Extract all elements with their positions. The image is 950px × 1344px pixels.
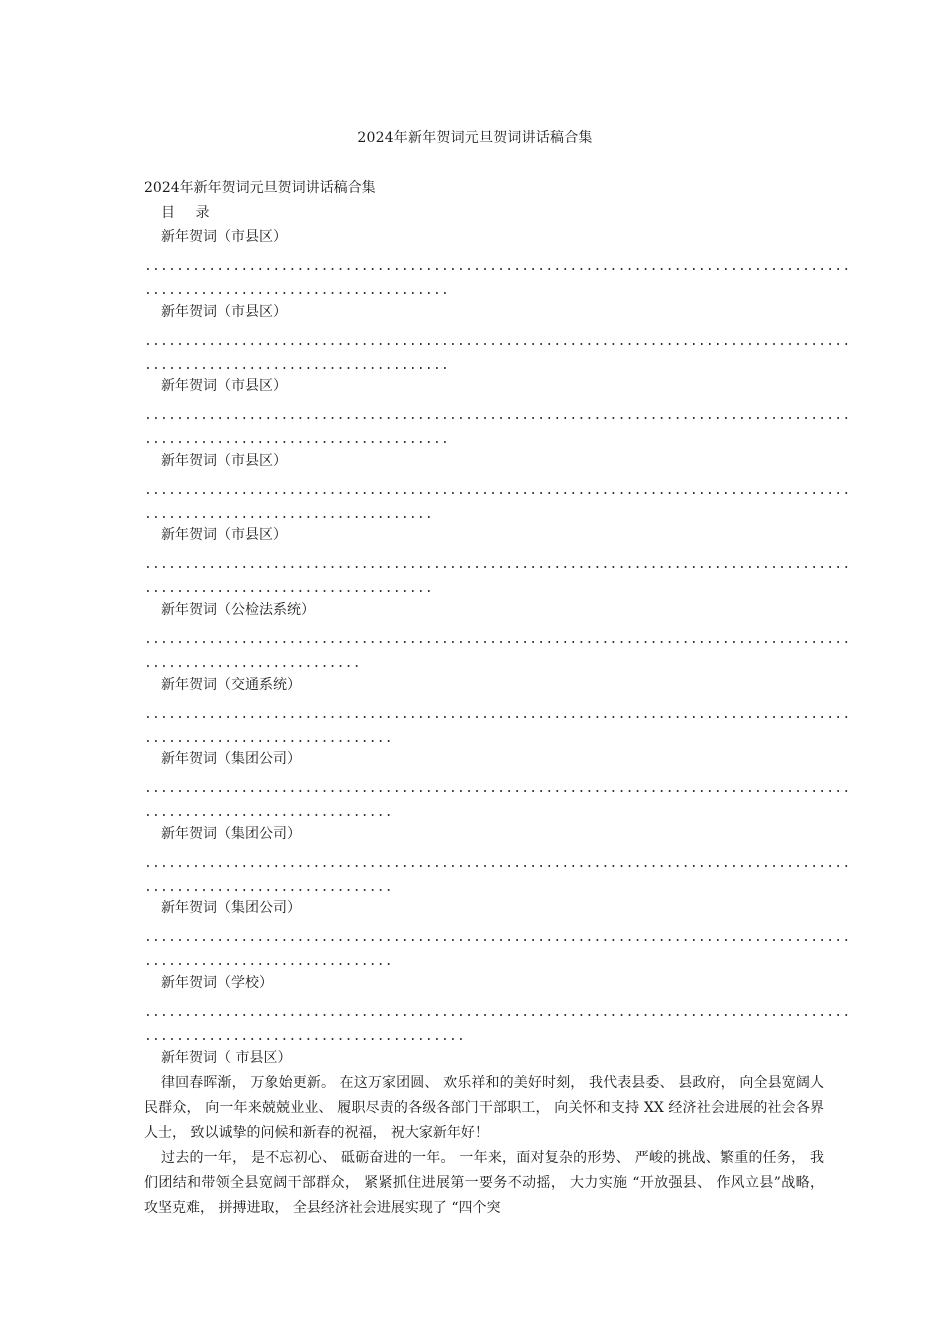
- toc-entry[interactable]: [144, 749, 851, 824]
- section-heading: 新年贺词（ 市县区）: [161, 1050, 292, 1066]
- toc-entry-title: 新年贺词（市县区）: [161, 378, 287, 395]
- toc-entry-title: 新年贺词（集团公司）: [161, 825, 301, 842]
- toc-leader-dots: ........................................................................................ ........................................: [144, 1004, 851, 1044]
- table-of-contents: [144, 227, 851, 1048]
- toc-leader-dots: ........................................................................................ ...............................: [144, 781, 851, 821]
- toc-entry[interactable]: [144, 227, 851, 302]
- toc-entry-title: 新年贺词（市县区）: [161, 229, 287, 245]
- toc-entry-title: 新年贺词（公检法系统）: [161, 601, 315, 618]
- toc-leader-dots: ........................................................................................ ......................................: [144, 408, 851, 448]
- toc-entry[interactable]: [144, 824, 851, 899]
- toc-leader-dots: ........................................................................................ ...............................: [144, 706, 851, 746]
- toc-entry[interactable]: [144, 675, 851, 750]
- toc-entry-title: 新年贺词（交通系统）: [161, 676, 301, 693]
- toc-entry-title: 新年贺词（集团公司）: [161, 751, 301, 768]
- toc-entry-title: 新年贺词（集团公司）: [161, 900, 301, 917]
- toc-entry[interactable]: [144, 898, 851, 973]
- toc-entry[interactable]: [144, 451, 851, 526]
- toc-leader-dots: ........................................................................................ ...............................: [144, 930, 851, 970]
- body-paragraph: 过去的一年， 是不忘初心、 砥砺奋进的一年。 一年来，面对复杂的形势、 严峻的挑战、繁重的任务， 我们团结和带领全县宽阔干部群众， 紧紧抓住进展第一要务不动摇， 大力实施 “开放强县、 作风立县”战略， 攻坚克难， 拼搏进取， 全县经济社会进展实现了 “四个突: [144, 1150, 824, 1216]
- toc-leader-dots: ........................................................................................ ....................................: [144, 557, 851, 597]
- toc-entry[interactable]: [144, 600, 851, 675]
- toc-entry[interactable]: [144, 302, 851, 377]
- toc-leader-dots: ........................................................................................ ......................................: [144, 259, 851, 298]
- toc-entry-title: 新年贺词（学校）: [161, 974, 273, 991]
- toc-entry-title: 新年贺词（市县区）: [161, 303, 287, 320]
- toc-entry[interactable]: [144, 376, 851, 451]
- toc-leader-dots: ........................................................................................ ...............................: [144, 855, 851, 895]
- toc-leader-dots: ........................................................................................ ....................................: [144, 482, 851, 522]
- toc-entry[interactable]: [144, 525, 851, 600]
- toc-leader-dots: ........................................................................................ ......................................: [144, 333, 851, 373]
- page-title: 2024年新年贺词元旦贺词讲话稿合集: [357, 130, 593, 146]
- body-paragraph: 律回春晖渐， 万象始更新。 在这万家团圆、 欢乐祥和的美好时刻， 我代表县委、 县政府， 向全县宽阔人民群众， 向一年来兢兢业业、 履职尽责的各级各部门干部职工， 向关怀和支持 XX 经济社会进展的社会各界人士， 致以诚挚的问候和新春的祝福， 祝大家新年好！: [144, 1075, 824, 1141]
- toc-entry-title: 新年贺词（市县区）: [161, 527, 287, 544]
- toc-label: 目 录: [161, 205, 218, 221]
- toc-entry-title: 新年贺词（市县区）: [161, 452, 287, 469]
- document-heading: 2024年新年贺词元旦贺词讲话稿合集: [144, 180, 376, 196]
- toc-leader-dots: ........................................................................................ ...........................: [144, 631, 851, 671]
- toc-entry[interactable]: [144, 973, 851, 1048]
